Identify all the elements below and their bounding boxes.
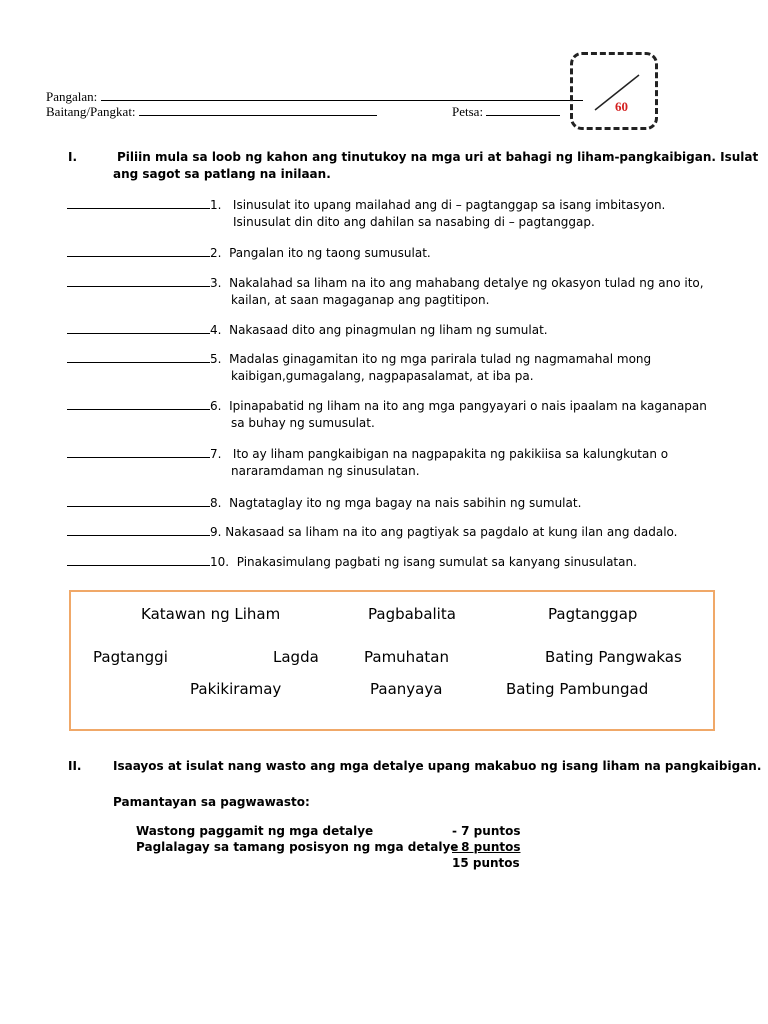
answer-blank-8[interactable] [67, 494, 210, 507]
date-field[interactable] [452, 104, 560, 120]
question-number: 7. [210, 447, 222, 461]
question-5 [67, 350, 651, 368]
rubric-points-1: - 7 puntos [452, 824, 521, 838]
grade-label: Baitang/Pangkat: [46, 104, 136, 119]
choice-pagtanggi: Pagtanggi [93, 648, 168, 666]
answer-blank-6[interactable] [67, 397, 210, 410]
grade-field[interactable] [46, 104, 377, 120]
question-number: 3. [210, 276, 222, 290]
choice-bating-pangwakas: Bating Pangwakas [545, 648, 682, 666]
rubric-title: Pamantayan sa pagwawasto: [113, 795, 310, 809]
question-7-cont: nararamdaman ng sinusulatan. [231, 464, 420, 478]
score-total: 60 [615, 99, 628, 114]
question-text: Nakasaad dito ang pinagmulan ng liham ng sumulat. [229, 323, 548, 337]
choice-pagbabalita: Pagbabalita [368, 605, 456, 623]
question-number: 8. [210, 496, 222, 510]
score-slash [573, 55, 661, 133]
rubric-points-2: - 8 puntos [452, 840, 521, 854]
name-label: Pangalan: [46, 89, 98, 104]
choice-pamuhatan: Pamuhatan [364, 648, 449, 666]
question-number: 5. [210, 352, 222, 366]
answer-blank-10[interactable] [67, 553, 210, 566]
question-text: Madalas ginagamitan ito ng mga parirala tulad ng nagmamahal mong [229, 352, 652, 366]
section2-instruction: Isaayos at isulat nang wasto ang mga detalye upang makabuo ng isang liham na pangkaibigan. [113, 759, 762, 773]
answer-blank-1[interactable] [67, 196, 210, 209]
name-blank[interactable] [101, 89, 583, 101]
question-1-cont: Isinusulat din dito ang dahilan sa nasabing di – pagtanggap. [233, 215, 595, 229]
rubric-criterion-2: Paglalagay sa tamang posisyon ng mga detalye [136, 840, 459, 854]
question-9 [67, 523, 677, 541]
question-7 [67, 445, 668, 463]
question-2 [67, 244, 431, 262]
answer-blank-3[interactable] [67, 274, 210, 287]
question-text: Pangalan ito ng taong sumusulat. [229, 246, 431, 260]
section1-numeral: I. [68, 150, 78, 164]
question-text: Isinusulat ito upang mailahad ang di – pagtanggap sa isang imbitasyon. [232, 198, 666, 212]
question-5-cont: kaibigan,gumagalang, nagpapasalamat, at iba pa. [231, 369, 534, 383]
name-field[interactable] [46, 89, 583, 105]
answer-blank-2[interactable] [67, 244, 210, 257]
question-number: 10. [210, 555, 230, 569]
question-6 [67, 397, 707, 415]
rubric-total: 15 puntos [452, 856, 520, 870]
rubric-criterion-1: Wastong paggamit ng mga detalye [136, 824, 374, 838]
question-text: Ipinapabatid ng liham na ito ang mga pangyayari o nais ipaalam na kaganapan [229, 399, 707, 413]
choice-pagtanggap: Pagtanggap [548, 605, 638, 623]
question-text: Ito ay liham pangkaibigan na nagpapakita ng pakikiisa sa kalungkutan o [232, 447, 669, 461]
choice-lagda: Lagda [273, 648, 319, 666]
question-text: Pinakasimulang pagbati ng isang sumulat sa kanyang sinusulatan. [236, 555, 637, 569]
question-6-cont: sa buhay ng sumusulat. [231, 416, 375, 430]
answer-blank-7[interactable] [67, 445, 210, 458]
question-number: 6. [210, 399, 222, 413]
question-number: 9. [210, 525, 222, 539]
question-number: 4. [210, 323, 222, 337]
question-3-cont: kailan, at saan magaganap ang pagtitipon. [231, 293, 490, 307]
question-8 [67, 494, 581, 512]
section2-numeral: II. [68, 759, 82, 773]
choice-bating-pambungad: Bating Pambungad [506, 680, 649, 698]
section1-instruction-line2: ang sagot sa patlang na inilaan. [113, 167, 331, 181]
question-number: 1. [210, 198, 222, 212]
question-1 [67, 196, 665, 214]
date-label: Petsa: [452, 104, 484, 119]
question-number: 2. [210, 246, 222, 260]
date-blank[interactable] [486, 104, 560, 116]
answer-blank-4[interactable] [67, 321, 210, 334]
question-text: Nagtataglay ito ng mga bagay na nais sabihin ng sumulat. [229, 496, 582, 510]
choice-katawan-ng-liham: Katawan ng Liham [141, 605, 281, 623]
answer-blank-9[interactable] [67, 523, 210, 536]
question-text: Nakasaad sa liham na ito ang pagtiyak sa pagdalo at kung ilan ang dadalo. [225, 525, 678, 539]
question-10 [67, 553, 637, 571]
question-text: Nakalahad sa liham na ito ang mahabang detalye ng okasyon tulad ng ano ito, [229, 276, 704, 290]
question-3 [67, 274, 704, 292]
answer-blank-5[interactable] [67, 350, 210, 363]
choice-paanyaya: Paanyaya [370, 680, 443, 698]
choice-pakikiramay: Pakikiramay [190, 680, 282, 698]
question-4 [67, 321, 548, 339]
section1-instruction-line1: Piliin mula sa loob ng kahon ang tinutukoy na mga uri at bahagi ng liham-pangkaibigan. Isulat [117, 150, 759, 164]
grade-blank[interactable] [139, 104, 377, 116]
score-box [570, 52, 658, 130]
